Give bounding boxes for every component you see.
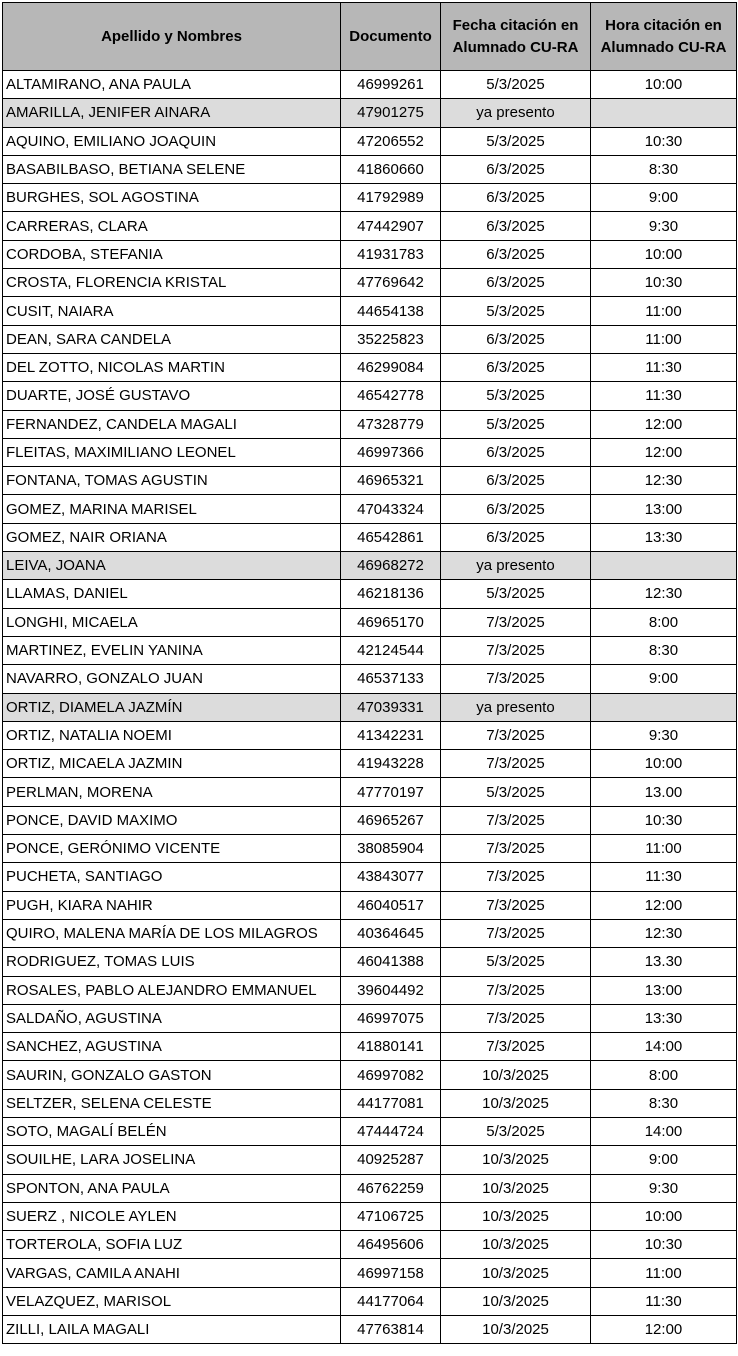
header-time: Hora citación en Alumnado CU-RA [591, 3, 737, 71]
cell-time: 11:00 [591, 325, 737, 353]
cell-date: 10/3/2025 [441, 1231, 591, 1259]
cell-name: ROSALES, PABLO ALEJANDRO EMMANUEL [3, 976, 341, 1004]
cell-date: 6/3/2025 [441, 523, 591, 551]
table-row [3, 382, 737, 410]
table-row [3, 155, 737, 183]
table-row [3, 1259, 737, 1287]
cell-date: 7/3/2025 [441, 721, 591, 749]
cell-name: SUERZ , NICOLE AYLEN [3, 1202, 341, 1230]
cell-date: 5/3/2025 [441, 71, 591, 99]
cell-time: 13:30 [591, 1004, 737, 1032]
cell-date: 7/3/2025 [441, 1033, 591, 1061]
table-row [3, 806, 737, 834]
cell-time: 11:30 [591, 1287, 737, 1315]
table-row [3, 1004, 737, 1032]
table-row [3, 410, 737, 438]
table-row [3, 240, 737, 268]
cell-document: 46965321 [341, 467, 441, 495]
cell-name: AMARILLA, JENIFER AINARA [3, 99, 341, 127]
cell-name: PONCE, DAVID MAXIMO [3, 806, 341, 834]
cell-date: ya presento [441, 99, 591, 127]
cell-date: 6/3/2025 [441, 184, 591, 212]
table-row [3, 269, 737, 297]
table-row [3, 1033, 737, 1061]
cell-name: RODRIGUEZ, TOMAS LUIS [3, 948, 341, 976]
cell-time: 9:00 [591, 1146, 737, 1174]
cell-date: 10/3/2025 [441, 1259, 591, 1287]
table-row [3, 1089, 737, 1117]
table-row [3, 948, 737, 976]
cell-document: 46762259 [341, 1174, 441, 1202]
cell-date: 6/3/2025 [441, 467, 591, 495]
table-body [3, 71, 737, 1344]
cell-time: 11:00 [591, 835, 737, 863]
cell-name: FONTANA, TOMAS AGUSTIN [3, 467, 341, 495]
cell-name: CARRERAS, CLARA [3, 212, 341, 240]
cell-document: 40364645 [341, 919, 441, 947]
cell-document: 43843077 [341, 863, 441, 891]
cell-name: PUGH, KIARA NAHIR [3, 891, 341, 919]
cell-document: 41931783 [341, 240, 441, 268]
cell-document: 47901275 [341, 99, 441, 127]
cell-date: 6/3/2025 [441, 240, 591, 268]
cell-document: 44177081 [341, 1089, 441, 1117]
cell-date: 5/3/2025 [441, 127, 591, 155]
cell-document: 38085904 [341, 835, 441, 863]
cell-date: 6/3/2025 [441, 269, 591, 297]
cell-time: 12:30 [591, 919, 737, 947]
cell-date: 7/3/2025 [441, 665, 591, 693]
cell-date: 5/3/2025 [441, 410, 591, 438]
cell-document: 46218136 [341, 580, 441, 608]
table-row [3, 608, 737, 636]
cell-date: 10/3/2025 [441, 1316, 591, 1344]
cell-document: 35225823 [341, 325, 441, 353]
table-row [3, 212, 737, 240]
cell-date: 5/3/2025 [441, 297, 591, 325]
cell-document: 41880141 [341, 1033, 441, 1061]
cell-name: SELTZER, SELENA CELESTE [3, 1089, 341, 1117]
cell-name: FERNANDEZ, CANDELA MAGALI [3, 410, 341, 438]
cell-time: 13.00 [591, 778, 737, 806]
table-row [3, 891, 737, 919]
cell-name: VELAZQUEZ, MARISOL [3, 1287, 341, 1315]
cell-date: 10/3/2025 [441, 1287, 591, 1315]
cell-document: 41342231 [341, 721, 441, 749]
cell-time: 9:30 [591, 721, 737, 749]
cell-document: 46542861 [341, 523, 441, 551]
cell-name: SOUILHE, LARA JOSELINA [3, 1146, 341, 1174]
cell-name: NAVARRO, GONZALO JUAN [3, 665, 341, 693]
cell-document: 46997082 [341, 1061, 441, 1089]
cell-document: 47206552 [341, 127, 441, 155]
cell-name: DUARTE, JOSÉ GUSTAVO [3, 382, 341, 410]
cell-date: 10/3/2025 [441, 1146, 591, 1174]
header-document: Documento [341, 3, 441, 71]
cell-date: 7/3/2025 [441, 608, 591, 636]
cell-document: 46997158 [341, 1259, 441, 1287]
table-row [3, 495, 737, 523]
cell-name: TORTEROLA, SOFIA LUZ [3, 1231, 341, 1259]
cell-time: 9:00 [591, 184, 737, 212]
cell-date: 7/3/2025 [441, 636, 591, 664]
cell-time: 11:00 [591, 1259, 737, 1287]
cell-name: BURGHES, SOL AGOSTINA [3, 184, 341, 212]
cell-time: 12:00 [591, 891, 737, 919]
table-row [3, 1061, 737, 1089]
cell-document: 47039331 [341, 693, 441, 721]
cell-name: SOTO, MAGALÍ BELÉN [3, 1117, 341, 1145]
cell-name: VARGAS, CAMILA ANAHI [3, 1259, 341, 1287]
table-row [3, 1287, 737, 1315]
cell-name: QUIRO, MALENA MARÍA DE LOS MILAGROS [3, 919, 341, 947]
table-row [3, 1174, 737, 1202]
cell-date: 10/3/2025 [441, 1089, 591, 1117]
cell-date: 7/3/2025 [441, 750, 591, 778]
cell-document: 46041388 [341, 948, 441, 976]
cell-date: 10/3/2025 [441, 1061, 591, 1089]
cell-name: DEAN, SARA CANDELA [3, 325, 341, 353]
cell-name: PONCE, GERÓNIMO VICENTE [3, 835, 341, 863]
cell-document: 46999261 [341, 71, 441, 99]
cell-time: 9:30 [591, 212, 737, 240]
cell-time: 14:00 [591, 1033, 737, 1061]
cell-document: 41792989 [341, 184, 441, 212]
table-row [3, 184, 737, 212]
table-row [3, 580, 737, 608]
cell-time: 11:30 [591, 382, 737, 410]
cell-date: 6/3/2025 [441, 155, 591, 183]
cell-time: 10:30 [591, 806, 737, 834]
cell-name: CORDOBA, STEFANIA [3, 240, 341, 268]
cell-document: 47328779 [341, 410, 441, 438]
cell-date: 5/3/2025 [441, 580, 591, 608]
cell-document: 47763814 [341, 1316, 441, 1344]
header-name: Apellido y Nombres [3, 3, 341, 71]
cell-name: GOMEZ, NAIR ORIANA [3, 523, 341, 551]
cell-date: 6/3/2025 [441, 325, 591, 353]
cell-time: 13:30 [591, 523, 737, 551]
cell-document: 46965267 [341, 806, 441, 834]
cell-time: 12:00 [591, 410, 737, 438]
cell-name: LONGHI, MICAELA [3, 608, 341, 636]
cell-date: 7/3/2025 [441, 891, 591, 919]
header-date: Fecha citación en Alumnado CU-RA [441, 3, 591, 71]
cell-date: 5/3/2025 [441, 778, 591, 806]
cell-time [591, 552, 737, 580]
table-row [3, 835, 737, 863]
cell-document: 46997366 [341, 438, 441, 466]
cell-document: 46965170 [341, 608, 441, 636]
cell-time: 12:30 [591, 467, 737, 495]
cell-name: ORTIZ, DIAMELA JAZMÍN [3, 693, 341, 721]
cell-name: GOMEZ, MARINA MARISEL [3, 495, 341, 523]
cell-date: ya presento [441, 552, 591, 580]
table-row [3, 976, 737, 1004]
cell-name: CROSTA, FLORENCIA KRISTAL [3, 269, 341, 297]
cell-time: 10:00 [591, 750, 737, 778]
table-row [3, 1146, 737, 1174]
cell-time: 8:30 [591, 1089, 737, 1117]
table-row [3, 919, 737, 947]
table-row [3, 636, 737, 664]
table-row [3, 467, 737, 495]
cell-time: 9:30 [591, 1174, 737, 1202]
cell-time: 8:00 [591, 1061, 737, 1089]
cell-date: 10/3/2025 [441, 1174, 591, 1202]
cell-time: 10:30 [591, 127, 737, 155]
cell-time: 10:00 [591, 71, 737, 99]
cell-date: 5/3/2025 [441, 382, 591, 410]
cell-document: 46495606 [341, 1231, 441, 1259]
citation-table [2, 2, 737, 1344]
cell-document: 41860660 [341, 155, 441, 183]
cell-name: ORTIZ, NATALIA NOEMI [3, 721, 341, 749]
cell-time: 13:00 [591, 495, 737, 523]
cell-name: SPONTON, ANA PAULA [3, 1174, 341, 1202]
table-row [3, 1117, 737, 1145]
table-row [3, 325, 737, 353]
cell-document: 46997075 [341, 1004, 441, 1032]
cell-date: 7/3/2025 [441, 835, 591, 863]
cell-time [591, 693, 737, 721]
cell-time: 8:30 [591, 636, 737, 664]
table-row [3, 127, 737, 155]
cell-name: PERLMAN, MORENA [3, 778, 341, 806]
cell-date: 6/3/2025 [441, 495, 591, 523]
cell-date: 7/3/2025 [441, 1004, 591, 1032]
cell-date: 6/3/2025 [441, 438, 591, 466]
cell-time: 13.30 [591, 948, 737, 976]
table-row [3, 438, 737, 466]
cell-time: 10:00 [591, 240, 737, 268]
table-row [3, 665, 737, 693]
cell-document: 47043324 [341, 495, 441, 523]
cell-date: 7/3/2025 [441, 863, 591, 891]
cell-date: 7/3/2025 [441, 919, 591, 947]
table-row [3, 693, 737, 721]
cell-document: 47442907 [341, 212, 441, 240]
cell-name: PUCHETA, SANTIAGO [3, 863, 341, 891]
cell-name: BASABILBASO, BETIANA SELENE [3, 155, 341, 183]
table-row [3, 353, 737, 381]
cell-name: DEL ZOTTO, NICOLAS MARTIN [3, 353, 341, 381]
cell-name: SANCHEZ, AGUSTINA [3, 1033, 341, 1061]
table-row [3, 1316, 737, 1344]
cell-date: 5/3/2025 [441, 1117, 591, 1145]
cell-time: 12:00 [591, 1316, 737, 1344]
cell-time: 11:30 [591, 353, 737, 381]
cell-document: 42124544 [341, 636, 441, 664]
cell-time: 9:00 [591, 665, 737, 693]
cell-name: SAURIN, GONZALO GASTON [3, 1061, 341, 1089]
cell-name: CUSIT, NAIARA [3, 297, 341, 325]
header-row [3, 3, 737, 71]
cell-name: LLAMAS, DANIEL [3, 580, 341, 608]
cell-document: 46542778 [341, 382, 441, 410]
cell-document: 46968272 [341, 552, 441, 580]
cell-date: 6/3/2025 [441, 353, 591, 381]
table-header [3, 3, 737, 71]
cell-name: FLEITAS, MAXIMILIANO LEONEL [3, 438, 341, 466]
cell-document: 47106725 [341, 1202, 441, 1230]
cell-name: AQUINO, EMILIANO JOAQUIN [3, 127, 341, 155]
cell-time: 10:30 [591, 269, 737, 297]
cell-time: 10:00 [591, 1202, 737, 1230]
cell-date: 6/3/2025 [441, 212, 591, 240]
cell-name: ALTAMIRANO, ANA PAULA [3, 71, 341, 99]
table-row [3, 1231, 737, 1259]
cell-document: 46537133 [341, 665, 441, 693]
table-row [3, 71, 737, 99]
cell-date: 7/3/2025 [441, 976, 591, 1004]
cell-date: ya presento [441, 693, 591, 721]
cell-time: 11:30 [591, 863, 737, 891]
cell-time: 11:00 [591, 297, 737, 325]
table-row [3, 778, 737, 806]
cell-document: 46040517 [341, 891, 441, 919]
cell-document: 47444724 [341, 1117, 441, 1145]
table-row [3, 297, 737, 325]
cell-date: 5/3/2025 [441, 948, 591, 976]
cell-name: MARTINEZ, EVELIN YANINA [3, 636, 341, 664]
cell-name: ZILLI, LAILA MAGALI [3, 1316, 341, 1344]
cell-time: 10:30 [591, 1231, 737, 1259]
cell-name: ORTIZ, MICAELA JAZMIN [3, 750, 341, 778]
cell-document: 44177064 [341, 1287, 441, 1315]
cell-date: 7/3/2025 [441, 806, 591, 834]
cell-time: 13:00 [591, 976, 737, 1004]
cell-name: SALDAÑO, AGUSTINA [3, 1004, 341, 1032]
cell-name: LEIVA, JOANA [3, 552, 341, 580]
cell-document: 39604492 [341, 976, 441, 1004]
table-row [3, 863, 737, 891]
cell-time: 14:00 [591, 1117, 737, 1145]
table-row [3, 552, 737, 580]
cell-document: 41943228 [341, 750, 441, 778]
cell-document: 44654138 [341, 297, 441, 325]
cell-time: 12:00 [591, 438, 737, 466]
table-row [3, 1202, 737, 1230]
table-row [3, 721, 737, 749]
table-row [3, 523, 737, 551]
cell-time [591, 99, 737, 127]
cell-document: 47770197 [341, 778, 441, 806]
cell-time: 8:30 [591, 155, 737, 183]
cell-document: 47769642 [341, 269, 441, 297]
table-row [3, 99, 737, 127]
cell-time: 12:30 [591, 580, 737, 608]
cell-document: 46299084 [341, 353, 441, 381]
cell-date: 10/3/2025 [441, 1202, 591, 1230]
cell-document: 40925287 [341, 1146, 441, 1174]
cell-time: 8:00 [591, 608, 737, 636]
table-row [3, 750, 737, 778]
